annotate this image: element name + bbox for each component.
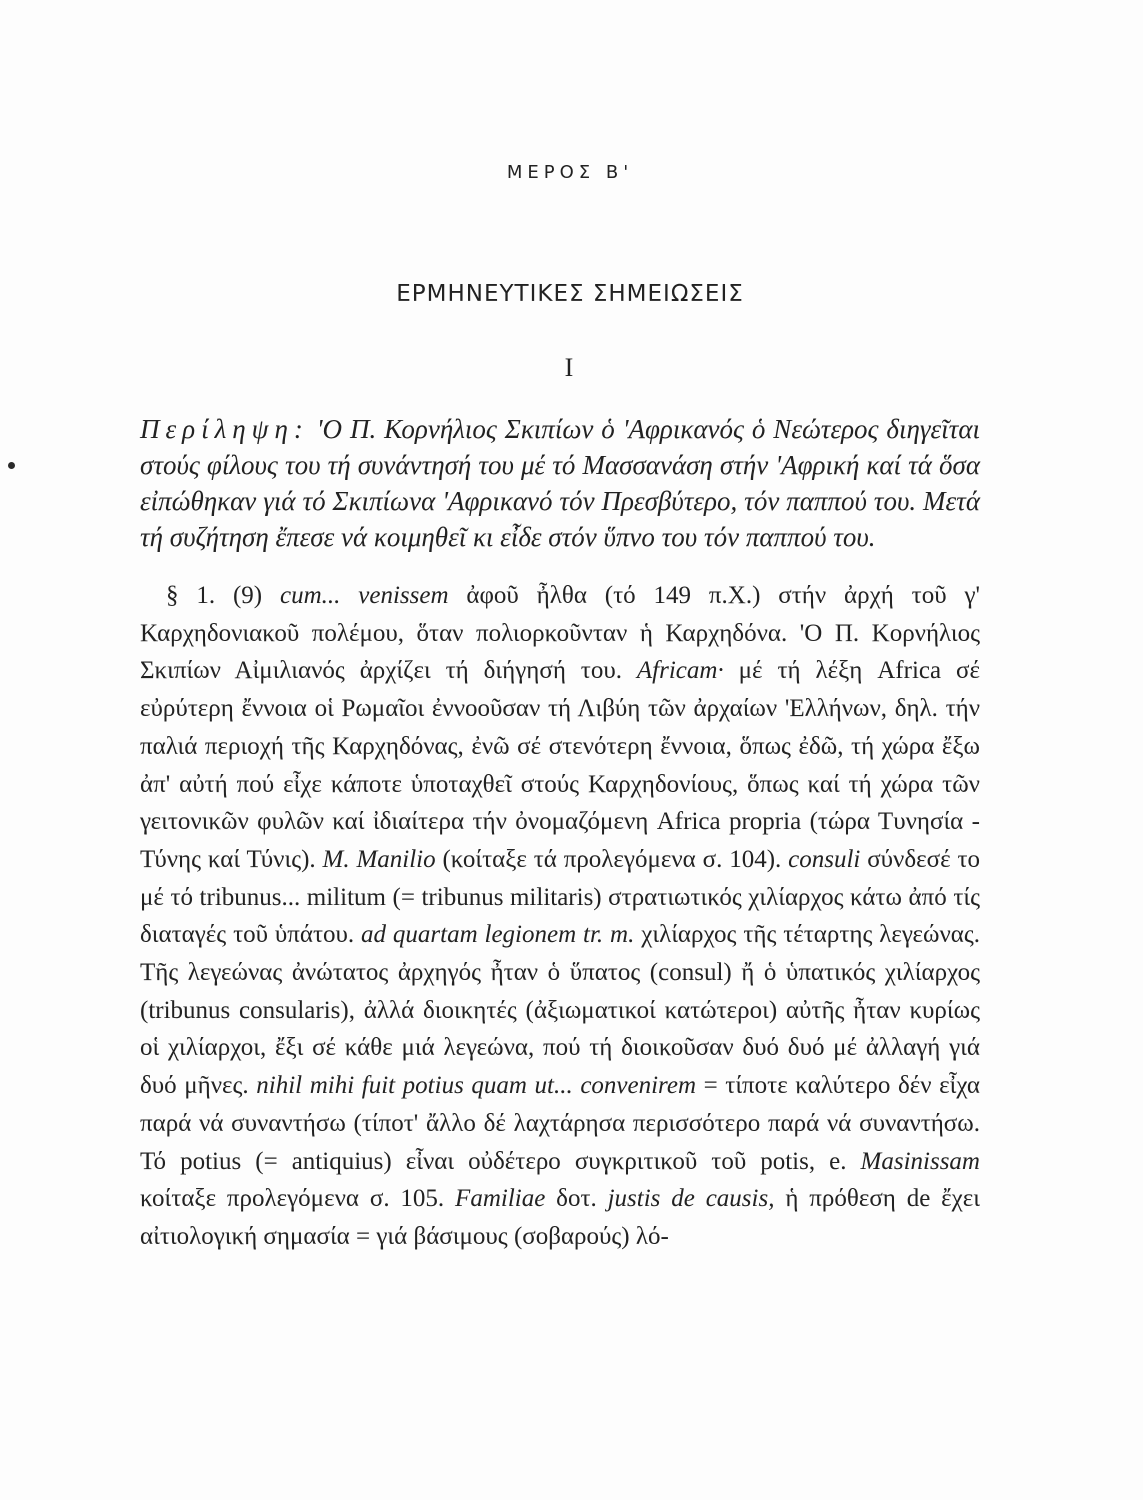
para-latin-segment: Africam·	[636, 657, 724, 685]
summary-text: 'Ο Π. Κορνήλιος Σκιπίων ὁ 'Αφρικανός ὁ Νεώτερος διηγεῖται στούς φίλους του τή συνάντησή του μέ τό Μασσανάση στήν 'Αφρική καί τά ὅσα εἰπώθηκαν γιά τό Σκιπίωνα 'Αφρικανό τόν Πρεσβύτερο, τόν παππού του. Μετά τή συζήτηση ἔπεσε νά κοιμηθεῖ κι εἶδε στόν ὕπνο του τόν παππού του.	[140, 414, 980, 552]
para-segment: χιλίαρχος τῆς τέταρτης λεγεώνας. Τῆς λεγεώνας ἀνώτατος ἀρχηγός ἦταν ὁ ὕπατος (consul) ἤ ὁ ὑπατικός χιλίαρχος (tribunus consularis), ἀλλά διοικητές (ἀξιωματικοί κατώτεροι) αὐτῆς ἦταν κυρίως οἱ χιλίαρχοι, ἔξι σέ κάθε μιά λεγεώνα, πού τή διοικοῦσαν δυό δυό μέ ἀλλαγή γιά δυό μῆνες.	[140, 921, 981, 1100]
para-latin-segment: justis de causis,	[607, 1185, 775, 1213]
para-latin-segment: consuli	[788, 845, 861, 873]
section-title: ΕΡΜΗΝΕΥΤΙΚΕΣ ΣΗΜΕΙΩΣΕΙΣ	[396, 281, 744, 307]
part-title: ΜΕΡΟΣ Β'	[506, 162, 634, 183]
para-latin-segment: M. Manilio	[322, 845, 436, 873]
summary-label: Περίληψη:	[140, 414, 309, 444]
para-segment: δοτ.	[545, 1185, 608, 1213]
para-latin-segment: ad quartam legionem tr. m.	[361, 921, 635, 949]
para-segment: ἀφοῦ ἦλθα (τό 149 π.Χ.) στήν ἀρχή τοῦ γ' Καρχηδονιακοῦ πολέμου, ὅταν πολιορκοῦνταν ἡ Καρχηδόνα. 'Ο Π. Κορνήλιος Σκιπίων Αἰμιλιανός ἀρχίζει τή διήγησή του.	[140, 582, 980, 685]
para-segment: § 1. (9)	[166, 582, 281, 609]
para-segment: σύνδεσέ το μέ τό tribunus... militum (= tribunus militaris) στρατιωτικός χιλίαρχος κάτω ἀπό τίς διαταγές τοῦ ὑπάτου.	[140, 845, 980, 949]
para-segment: κοίταξε προλεγόμενα σ. 105.	[140, 1185, 456, 1213]
para-latin-segment: Familiae	[455, 1185, 546, 1213]
commentary-paragraph	[140, 577, 980, 1256]
page-text-block	[140, 150, 980, 1256]
summary-paragraph	[140, 411, 980, 555]
para-segment: ἡ πρόθεση de ἔχει αἰτιολογική σημασία = γιά βάσιμους (σοβαρούς) λό-	[140, 1185, 981, 1250]
para-segment: (κοίταξε τά προλεγόμενα σ. 104).	[435, 845, 789, 873]
chapter-numeral: I	[564, 353, 574, 382]
para-segment: = τίποτε καλύτερο δέν εἶχα παρά νά συναντήσω (τίποτ' ἄλλο δέ λαχτάρησα περισσότερο παρά νά συναντήσω. Τό potius (= antiquius) εἶναι οὐδέτερο συγκριτικοῦ τοῦ potis, e.	[140, 1072, 980, 1175]
para-latin-segment: cum... venissem	[280, 582, 449, 609]
para-latin-segment: Masinissam	[860, 1147, 980, 1175]
para-latin-segment: nihil mihi fuit potius quam ut... convenirem	[256, 1072, 696, 1100]
margin-dot	[8, 462, 15, 469]
para-segment: μέ τή λέξη Africa σέ εὐρύτερη ἔννοια οἱ Ρωμαῖοι ἐννοοῦσαν τή Λιβύη τῶν ἀρχαίων 'Ελλήνων, δηλ. τήν παλιά περιοχή τῆς Καρχηδόνας, ἐνῶ σέ στενότερη ἔννοια, ὅπως ἐδῶ, τή χώρα ἔξω ἀπ' αὐτή πού εἶχε κάποτε ὑποταχθεῖ στούς Καρχηδονίους, ὅπως καί τή χώρα τῶν γειτονικῶν φυλῶν καί ἰδιαίτερα τήν ὀνομαζόμενη Africa propria (τώρα Τυνησία - Τύνης καί Τύνις).	[140, 657, 980, 873]
